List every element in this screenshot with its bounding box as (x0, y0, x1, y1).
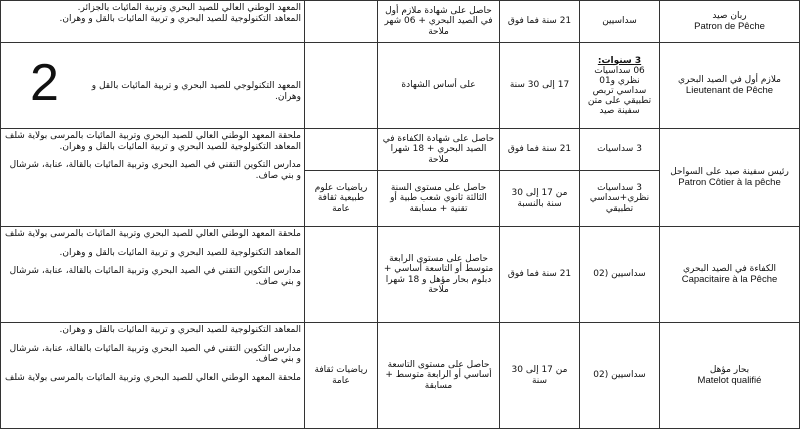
institutions-cell (0, 0, 305, 43)
subjects-cell (305, 129, 378, 171)
job-name-fr: Patron Côtier à la pêche (678, 176, 781, 188)
institutions-cell (0, 129, 305, 227)
institution-line: المعاهد التكنولوجية للصيد البحري و تربية المائيات بالقل و وهران. (59, 325, 301, 335)
subjects-cell: رياضيات ثقافة عامة (305, 323, 378, 429)
job-name-fr: Lieutenant de Pêche (685, 84, 774, 96)
job-name-fr: Capacitaire à la Pêche (681, 273, 778, 285)
institutions-cell (0, 227, 305, 323)
job-name-ar: ربان صيد (712, 11, 747, 21)
job-name-ar: بحار مؤهل (709, 365, 750, 375)
requirement-cell: حاصل على مستوى التاسعة أساسي أو الرابعة متوسط + مسابقة (378, 323, 500, 429)
job-name-ar: ملازم أول في الصيد البحري (678, 75, 782, 85)
institution-line: ملحقة المعهد الوطني العالي للصيد البحري وتربية المائيات بالمرسى بولاية شلف (5, 229, 301, 239)
requirement-cell: حاصل على شهادة ملازم أول في الصيد البحري + 06 شهر ملاحة (378, 0, 500, 43)
age-cell: 17 إلى 30 سنة (500, 43, 580, 129)
duration-cell: سداسيين (580, 0, 660, 43)
institution-line: مدارس التكوين التقني في الصيد البحري وتربية المائيات بالقالة، عنابة، شرشال و بني صاف. (9, 343, 301, 364)
age-cell: 21 سنة فما فوق (500, 227, 580, 323)
age-cell: من 17 إلى 30 سنة (500, 323, 580, 429)
age-cell: 21 سنة فما فوق (500, 129, 580, 171)
job-name-fr: Patron de Pêche (694, 20, 765, 32)
institution-line: المعاهد التكنولوجية للصيد البحري و تربية المائيات بالقل و وهران. (59, 13, 301, 24)
subjects-cell: رياضيات علوم طبيعية ثقافة عامة (305, 171, 378, 227)
age-cell: من 17 إلى 30 سنة بالنسبة (500, 171, 580, 227)
institution-line: المعاهد التكنولوجية للصيد البحري و تربية المائيات بالقل و وهران. (59, 247, 301, 258)
job-cell (660, 0, 800, 43)
job-cell (660, 323, 800, 429)
requirement-cell: حاصل على مستوى الرابعة متوسط أو التاسعة أساسي + دبلوم بحار مؤهل و 18 شهرا ملاحة (378, 227, 500, 323)
duration-cell: سداسيين (02 (580, 323, 660, 429)
job-name-ar: الكفاءة في الصيد البحري (682, 264, 777, 274)
institution-line: المعهد الوطني العالي للصيد البحري وتربية المائيات بالجزائر. (77, 3, 301, 13)
subjects-cell (305, 0, 378, 43)
page-number: 2 (30, 54, 59, 112)
requirement-cell: على أساس الشهادة (378, 43, 500, 129)
institutions-cell (0, 323, 305, 429)
duration-cell: 3 سداسيات نظري+سداسي تطبيقي (580, 171, 660, 227)
duration-cell: سداسيين (02 (580, 227, 660, 323)
duration-cell: 3 سنوات: 06 سداسيات نظري و01 سداسي تربص تطبيقي على متن سفينة صيد (580, 43, 660, 129)
job-name-fr: Matelot qualifié (697, 374, 762, 386)
duration-cell: 3 سداسيات (580, 129, 660, 171)
job-cell (660, 43, 800, 129)
institution-line: المعاهد التكنولوجية للصيد البحري و تربية المائيات بالقل و وهران. (59, 141, 301, 152)
institution-line: ملحقة المعهد الوطني العالي للصيد البحري وتربية المائيات بالمرسى بولاية شلف (5, 372, 301, 383)
institution-line: ملحقة المعهد الوطني العالي للصيد البحري وتربية المائيات بالمرسى بولاية شلف (5, 131, 301, 141)
institution-line: المعهد التكنولوجي للصيد البحري و تربية المائيات بالقل و وهران. (91, 81, 301, 102)
job-cell (660, 227, 800, 323)
requirement-cell: حاصل على شهادة الكفاءة في الصيد البحري + 18 شهرا ملاحة (378, 129, 500, 171)
institution-line: مدارس التكوين التقني في الصيد البحري وتربية المائيات بالقالة، عنابة، شرشال و بني صاف. (9, 266, 301, 287)
age-cell: 21 سنة فما فوق (500, 0, 580, 43)
job-name-ar: رئيس سفينة صيد على السواحل (670, 167, 789, 177)
job-cell (660, 129, 800, 227)
institution-line: مدارس التكوين التقني في الصيد البحري وتربية المائيات بالقالة، عنابة، شرشال و بني صاف. (9, 160, 301, 181)
subjects-cell (305, 43, 378, 129)
requirement-cell: حاصل على مستوى السنة الثالثة ثانوي شعب طبية أو تقنية + مسابقة (378, 171, 500, 227)
subjects-cell (305, 227, 378, 323)
